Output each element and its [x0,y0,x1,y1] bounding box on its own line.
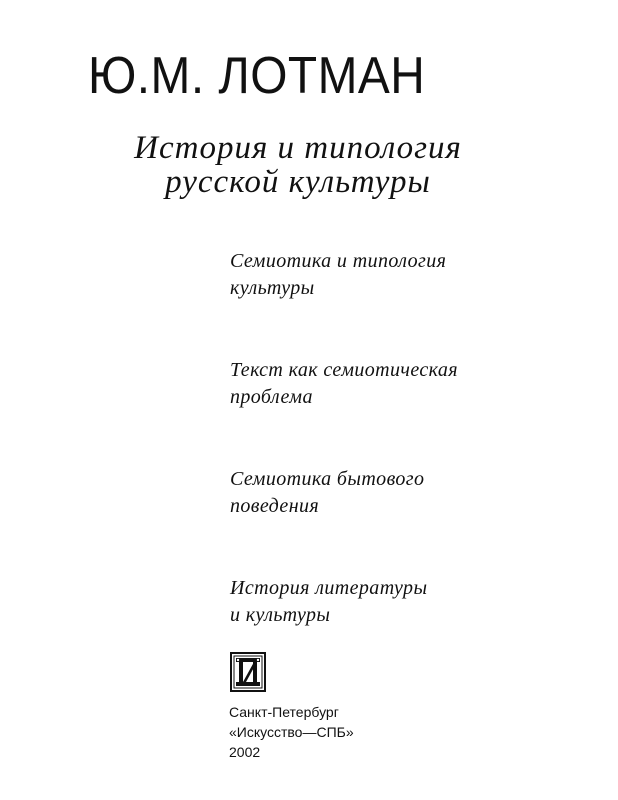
publisher-imprint [229,702,354,762]
part-item [230,357,560,411]
part-item-line: История литературы [230,577,428,599]
publisher-name: «Искусство—СПБ» [229,724,354,740]
book-title-line-2: русской культуры [165,164,431,200]
iskusstvo-publisher-logo-icon [230,652,266,692]
publisher-city: Санкт-Петербург [229,704,339,720]
book-title [78,131,518,199]
part-item-line: Текст как семиотическая [230,359,458,381]
contents-parts-list [230,248,560,684]
part-item-line: Семиотика бытового [230,468,425,490]
part-item-line: культуры [230,277,315,299]
part-item [230,466,560,520]
part-item-line: и культуры [230,604,331,626]
publication-year: 2002 [229,744,261,760]
part-item [230,575,560,629]
part-item-line: поведения [230,495,320,517]
part-item [230,248,560,302]
part-item-line: Семиотика и типология [230,250,447,272]
author-name: Ю.М. ЛОТМАН [88,47,426,105]
part-item-line: проблема [230,386,313,408]
book-title-line-1: История и типология [134,130,462,166]
